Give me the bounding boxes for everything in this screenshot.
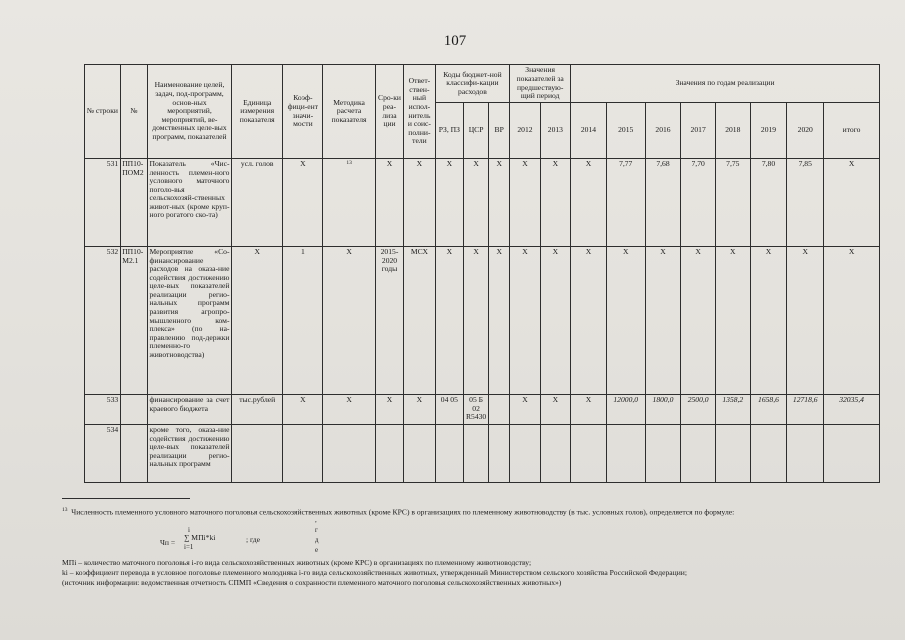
cell-name: Мероприятие «Со-финансирование расходов на оказа-ние содействия достижению целе-вых показателей реализации регио-нальных программ развития агропро-мышленного ком-плекса» (по на-правлению под-держки племенно-го животноводства) <box>147 247 231 395</box>
header-executor: Ответ-ствен-ный испол-нитель и соис-полни-тели <box>404 65 436 159</box>
cell-2020: X <box>787 247 824 395</box>
cell-2020: 7,85 <box>787 159 824 247</box>
cell-vr <box>489 395 510 425</box>
header-2019: 2019 <box>750 103 787 159</box>
table-row <box>85 425 880 483</box>
header-name: Наименование целей, задач, под-программ, основ-ных мероприятий, мероприятий, ве-домственных целе-вых программ, показателей <box>147 65 231 159</box>
footnote-text <box>62 507 734 517</box>
footnote-line-source: (источник информации: ведомственная отчетность СПМП «Сведения о сохранности племенного маточного поголовья сельскохозяйственных животных») <box>62 578 562 587</box>
header-vr: ВР <box>489 103 510 159</box>
footnote-body: Численность племенного условного маточного поголовья сельскохозяйственных животных (кроме КРС) в организациях по племенному животноводству (в тыс. условных голов), определяется по формуле: <box>71 507 735 517</box>
cell-2014: X <box>571 395 607 425</box>
header-row-no: № строки <box>85 65 121 159</box>
header-2017: 2017 <box>681 103 716 159</box>
cell-2017: 2500,0 <box>681 395 716 425</box>
footnote-line-ki: ki – коэффициент перевода в условное поголовье племенного молодняка i-го вида сельскохозяйственных животных, утвержденный Министерством сельского хозяйства Российской Федерации; <box>62 568 687 577</box>
cell-total: X <box>824 159 880 247</box>
formula-side-letter: г <box>315 527 318 534</box>
cell-vr <box>489 425 510 483</box>
cell-2013: X <box>540 395 570 425</box>
cell-2015 <box>606 425 645 483</box>
cell-unit: X <box>231 247 282 395</box>
cell-2020 <box>787 425 824 483</box>
cell-2016: 7,68 <box>645 159 681 247</box>
footnote-mark: 13 <box>62 507 68 513</box>
page-number: 107 <box>443 33 467 49</box>
cell-2017: 7,70 <box>681 159 716 247</box>
cell-2013: X <box>540 159 570 247</box>
footnote-ref: 13 <box>346 160 352 166</box>
cell-2020: 12718,6 <box>787 395 824 425</box>
header-csr: ЦСР <box>464 103 489 159</box>
header-2016: 2016 <box>645 103 681 159</box>
cell-term <box>375 425 403 483</box>
formula-side-letter: д <box>315 537 319 544</box>
cell-unit <box>231 425 282 483</box>
header-2014: 2014 <box>571 103 607 159</box>
indicators-table <box>84 64 880 483</box>
header-2020: 2020 <box>787 103 824 159</box>
formula-lower-index: i=1 <box>184 543 194 551</box>
cell-2015: 7,77 <box>606 159 645 247</box>
cell-total: X <box>824 247 880 395</box>
header-term: Сро-ки реа-лиза ции <box>375 65 403 159</box>
cell-method: X <box>323 395 376 425</box>
formula-side-letter: , <box>315 517 317 524</box>
header-unit: Единица измерения показателя <box>231 65 282 159</box>
cell-name: Показатель «Чис-ленность племен-ного условного маточного поголо-вья сельскохозяй-ственных живот-ных (кроме круп-ного рогатого ско-та) <box>147 159 231 247</box>
cell-2019: 1658,6 <box>750 395 787 425</box>
cell-row-no: 533 <box>85 395 121 425</box>
cell-row-no: 531 <box>85 159 121 247</box>
table-row <box>85 395 880 425</box>
cell-2016 <box>645 425 681 483</box>
table-row <box>85 247 880 395</box>
formula-where: ; где <box>246 535 260 544</box>
cell-2013 <box>540 425 570 483</box>
cell-unit: тыс.рублей <box>231 395 282 425</box>
cell-method <box>323 159 376 247</box>
cell-2016: 1800,0 <box>645 395 681 425</box>
cell-executor: X <box>404 395 436 425</box>
cell-2013: X <box>540 247 570 395</box>
header-prev-period: Значения показателей за предшествую-щий период <box>510 65 571 103</box>
cell-2017: X <box>681 247 716 395</box>
cell-2018: X <box>715 247 750 395</box>
cell-term: X <box>375 395 403 425</box>
cell-2018 <box>715 425 750 483</box>
cell-csr: X <box>464 159 489 247</box>
cell-vr: X <box>489 159 510 247</box>
header-method: Методика расчета показателя <box>323 65 376 159</box>
cell-term: 2015-2020 годы <box>375 247 403 395</box>
cell-rz-pz <box>435 425 463 483</box>
cell-rz-pz: X <box>435 247 463 395</box>
table-row <box>85 159 880 247</box>
cell-2018: 1358,2 <box>715 395 750 425</box>
cell-2019: X <box>750 247 787 395</box>
cell-row-no: 534 <box>85 425 121 483</box>
cell-executor: X <box>404 159 436 247</box>
cell-total <box>824 425 880 483</box>
footnote-line-mpi: МПi – количество маточного поголовья i-го вида сельскохозяйственных животных (кроме КРС) в организациях по племенному животноводству; <box>62 558 532 567</box>
cell-csr <box>464 425 489 483</box>
cell-2012: X <box>510 159 540 247</box>
cell-2015: 12000,0 <box>606 395 645 425</box>
formula-sum: ∑ МПi*ki <box>184 533 216 542</box>
cell-2014: X <box>571 247 607 395</box>
header-total: итого <box>824 103 880 159</box>
cell-executor: МСХ <box>404 247 436 395</box>
cell-csr: X <box>464 247 489 395</box>
header-2018: 2018 <box>715 103 750 159</box>
cell-name: финансирование за счет краевого бюджета <box>147 395 231 425</box>
cell-coef: X <box>283 159 323 247</box>
cell-2012: X <box>510 395 540 425</box>
header-2015: 2015 <box>606 103 645 159</box>
formula-lhs: Чп = <box>160 538 176 547</box>
formula-upper-index: i <box>188 526 190 534</box>
cell-csr: 05 Б 02 R5430 <box>464 395 489 425</box>
cell-method: X <box>323 247 376 395</box>
cell-name: кроме того, оказа-ние содействия достижению целе-вых показателей реализации регио-нальных программ <box>147 425 231 483</box>
cell-term: X <box>375 159 403 247</box>
cell-row-no: 532 <box>85 247 121 395</box>
formula-side-letter: е <box>315 547 319 554</box>
cell-2017 <box>681 425 716 483</box>
cell-2016: X <box>645 247 681 395</box>
cell-code: ПП10-ПОМ2 <box>120 159 147 247</box>
cell-coef: 1 <box>283 247 323 395</box>
cell-rz-pz: 04 05 <box>435 395 463 425</box>
cell-executor <box>404 425 436 483</box>
header-no: № <box>120 65 147 159</box>
cell-vr: X <box>489 247 510 395</box>
cell-2018: 7,75 <box>715 159 750 247</box>
cell-2012 <box>510 425 540 483</box>
cell-coef <box>283 425 323 483</box>
cell-code <box>120 395 147 425</box>
header-coef: Коэф-фици-ент значи-мости <box>283 65 323 159</box>
cell-total: 32035,4 <box>824 395 880 425</box>
header-years: Значения по годам реализации <box>571 65 880 103</box>
cell-code: ПП10-М2.1 <box>120 247 147 395</box>
cell-unit: усл. голов <box>231 159 282 247</box>
cell-2014 <box>571 425 607 483</box>
cell-2012: X <box>510 247 540 395</box>
header-budget-codes: Коды бюджет-ной классифи-кации расходов <box>435 65 510 103</box>
cell-coef: X <box>283 395 323 425</box>
cell-code <box>120 425 147 483</box>
cell-2019: 7,80 <box>750 159 787 247</box>
cell-2015: X <box>606 247 645 395</box>
footnote-separator <box>62 498 190 499</box>
header-rz-pz: РЗ, ПЗ <box>435 103 463 159</box>
cell-2014: X <box>571 159 607 247</box>
cell-method <box>323 425 376 483</box>
cell-rz-pz: X <box>435 159 463 247</box>
cell-2019 <box>750 425 787 483</box>
header-2013: 2013 <box>540 103 570 159</box>
header-2012: 2012 <box>510 103 540 159</box>
